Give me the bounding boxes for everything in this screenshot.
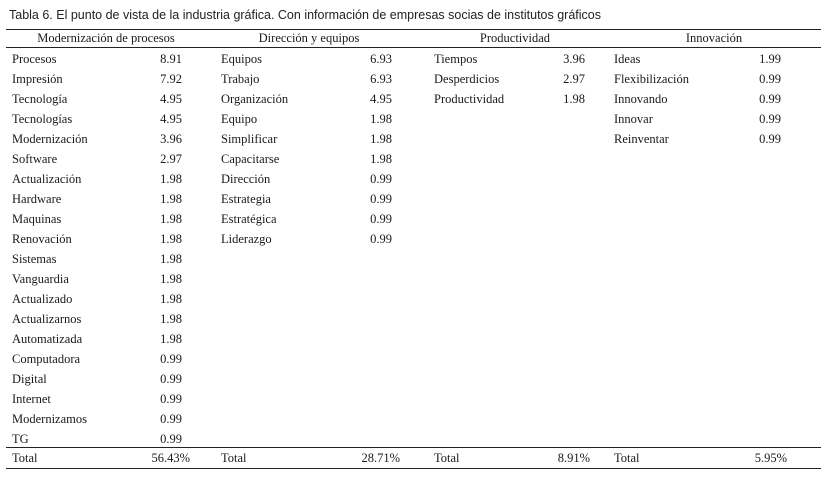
table-row: [12, 431, 182, 451]
column-body: [614, 51, 781, 151]
row-value: 1.98: [160, 192, 182, 206]
row-value: 1.98: [160, 272, 182, 286]
table-row: [221, 51, 392, 71]
table-row: [221, 151, 392, 171]
row-value: 0.99: [370, 212, 392, 226]
column-body: [12, 51, 182, 451]
row-term: Reinventar: [614, 132, 669, 146]
row-value: 0.99: [370, 172, 392, 186]
header-rule: [6, 47, 821, 48]
row-term: Computadora: [12, 352, 81, 366]
row-value: 3.96: [160, 132, 182, 146]
table-row: [434, 91, 585, 111]
row-term: Estratégica: [221, 212, 277, 226]
row-value: 0.99: [160, 392, 182, 406]
table-row: [221, 91, 392, 111]
row-value: 7.92: [160, 72, 182, 86]
table-row: [221, 171, 392, 191]
row-term: Vanguardia: [12, 272, 69, 286]
row-value: 0.99: [160, 432, 182, 446]
row-term: Renovación: [12, 232, 72, 246]
row-value: 0.99: [759, 132, 781, 146]
row-value: 1.98: [160, 172, 182, 186]
row-value: 4.95: [160, 92, 182, 106]
table-row: [614, 111, 781, 131]
bottom-rule: [6, 468, 821, 469]
row-value: 4.95: [160, 112, 182, 126]
table-row: [12, 111, 182, 131]
row-value: 1.98: [160, 312, 182, 326]
row-term: Actualización: [12, 172, 82, 186]
table-row: [12, 371, 182, 391]
row-term: Desperdicios: [434, 72, 500, 86]
row-term: Actualizado: [12, 292, 73, 306]
table-row: [614, 131, 781, 151]
row-value: 0.99: [160, 372, 182, 386]
column-body: [434, 51, 585, 111]
row-term: Automatizada: [12, 332, 83, 346]
table-row: [12, 251, 182, 271]
row-term: Modernizamos: [12, 412, 87, 426]
table-row: [12, 211, 182, 231]
row-term: Liderazgo: [221, 232, 272, 246]
row-term: Organización: [221, 92, 289, 106]
table-row: [12, 91, 182, 111]
row-term: Simplificar: [221, 132, 278, 146]
table-row: [221, 131, 392, 151]
row-value: 1.98: [160, 232, 182, 246]
table-row: [12, 171, 182, 191]
row-term: Digital: [12, 372, 47, 386]
row-term: Innovando: [614, 92, 668, 106]
table-row: [12, 151, 182, 171]
row-value: 1.98: [370, 152, 392, 166]
table-row: [221, 191, 392, 211]
table-row: [12, 271, 182, 291]
table-row: [12, 291, 182, 311]
total-value: 8.91%: [557, 451, 590, 465]
table-row: [221, 71, 392, 91]
row-term: Actualizarnos: [12, 312, 82, 326]
table-row: [12, 351, 182, 371]
table-row: [614, 71, 781, 91]
row-term: Productividad: [434, 92, 505, 106]
row-value: 1.98: [160, 292, 182, 306]
table-row: [12, 411, 182, 431]
table-row: [434, 51, 585, 71]
row-term: Innovar: [614, 112, 653, 126]
column-header: Innovación: [685, 31, 743, 45]
row-term: Hardware: [12, 192, 62, 206]
row-term: Sistemas: [12, 252, 57, 266]
row-value: 0.99: [160, 412, 182, 426]
row-term: Capacitarse: [221, 152, 280, 166]
column-header: Dirección y equipos: [258, 31, 360, 45]
row-term: Modernización: [12, 132, 88, 146]
top-rule: [6, 29, 821, 30]
row-value: 6.93: [370, 72, 392, 86]
row-term: Procesos: [12, 52, 57, 66]
table-row: [12, 311, 182, 331]
table-row: [12, 391, 182, 411]
row-term: Trabajo: [221, 72, 260, 86]
row-value: 0.99: [370, 232, 392, 246]
table-row: [12, 51, 182, 71]
row-term: Internet: [12, 392, 51, 406]
column-body: [221, 51, 392, 251]
row-term: Impresión: [12, 72, 63, 86]
table-row: [221, 211, 392, 231]
row-value: 3.96: [563, 52, 585, 66]
table-row: [12, 191, 182, 211]
row-term: Estrategia: [221, 192, 271, 206]
table-row: [12, 71, 182, 91]
total-label: Total: [434, 451, 460, 465]
table-row: [12, 331, 182, 351]
row-value: 0.99: [759, 72, 781, 86]
table-row: [434, 71, 585, 91]
row-term: Ideas: [614, 52, 641, 66]
row-value: 1.98: [160, 252, 182, 266]
total-label: Total: [12, 451, 38, 465]
row-term: Equipo: [221, 112, 258, 126]
total-label: Total: [614, 451, 640, 465]
total-value: 5.95%: [754, 451, 787, 465]
row-value: 1.99: [759, 52, 781, 66]
row-value: 8.91: [160, 52, 182, 66]
total-label: Total: [221, 451, 247, 465]
table-row: [12, 231, 182, 251]
row-value: 0.99: [759, 92, 781, 106]
row-value: 1.98: [563, 92, 585, 106]
column-header: Productividad: [479, 31, 551, 45]
table-row: [614, 91, 781, 111]
row-term: Tecnología: [12, 92, 68, 106]
total-value: 56.43%: [151, 451, 190, 465]
row-value: 1.98: [160, 332, 182, 346]
row-term: Software: [12, 152, 58, 166]
row-value: 1.98: [160, 212, 182, 226]
table-row: [221, 111, 392, 131]
row-value: 2.97: [563, 72, 585, 86]
row-value: 0.99: [370, 192, 392, 206]
row-term: Tiempos: [434, 52, 478, 66]
row-term: Equipos: [221, 52, 262, 66]
table-row: [221, 231, 392, 251]
table-caption: Tabla 6. El punto de vista de la industria gráfica. Con información de empresas socias de institutos gráficos: [9, 8, 601, 22]
row-value: 1.98: [370, 132, 392, 146]
row-value: 0.99: [759, 112, 781, 126]
table-row: [12, 131, 182, 151]
row-value: 2.97: [160, 152, 182, 166]
column-header: Modernización de procesos: [37, 31, 175, 45]
row-term: TG: [12, 432, 29, 446]
row-term: Flexibilización: [614, 72, 689, 86]
total-value: 28.71%: [361, 451, 400, 465]
row-term: Maquinas: [12, 212, 62, 226]
row-term: Dirección: [221, 172, 271, 186]
row-value: 1.98: [370, 112, 392, 126]
row-value: 4.95: [370, 92, 392, 106]
row-term: Tecnologías: [12, 112, 73, 126]
table-row: [614, 51, 781, 71]
row-value: 6.93: [370, 52, 392, 66]
row-value: 0.99: [160, 352, 182, 366]
